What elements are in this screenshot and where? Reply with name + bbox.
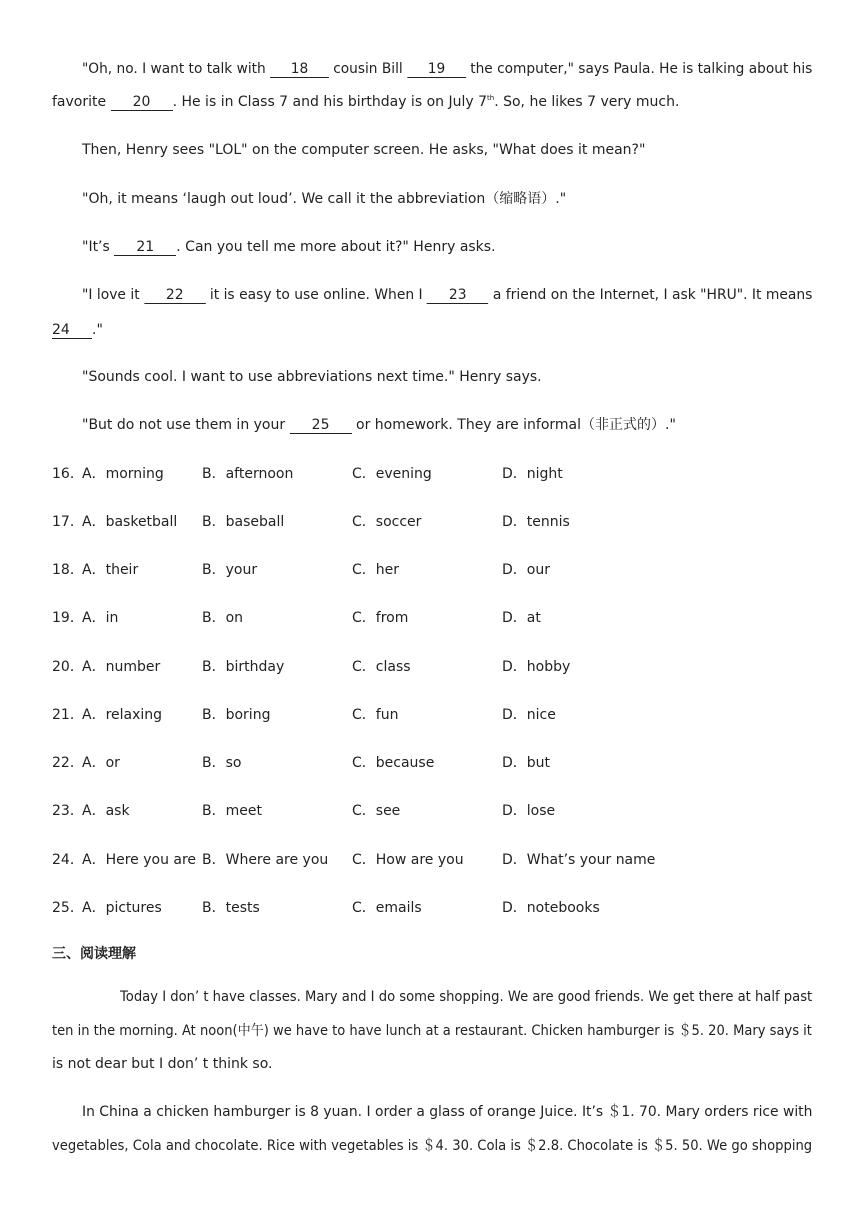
option-b: B．your [202,562,258,578]
option-b: B．meet [202,803,262,819]
passage-text: "Oh, no. I want to talk with [82,61,271,77]
question-number: 18． [52,562,84,578]
question-number: 24． [52,852,84,868]
passage-line: ten in the morning. At noon(中午) we have to have lunch at a restaurant. Chicken hamburger is ＄5. 20. Mary says it [52,1023,812,1039]
superscript: th [487,94,495,102]
option-c: C．fun [352,707,399,723]
passage-text: favorite [52,94,111,110]
passage-text: ." [92,322,103,338]
option-a: A．ask [82,803,130,819]
blank-22: 22 [144,288,205,304]
passage-text: . Can you tell me more about it?" Henry asks. [176,239,496,255]
blank-18: 18 [270,62,329,78]
passage-line [52,321,103,339]
option-d: D．hobby [502,659,571,675]
option-d: D．nice [502,707,556,723]
passage-text: "I love it [82,287,145,303]
passage-text: it is easy to use online. When I [205,287,428,303]
option-c: C．evening [352,466,432,482]
question-number: 17． [52,514,84,530]
option-c: C．see [352,803,401,819]
passage-line: Today I don’ t have classes. Mary and I do some shopping. We are good friends. We get there at half past [120,989,813,1005]
option-a: A．their [82,562,139,578]
question-number: 23． [52,803,84,819]
option-c: C．emails [352,900,422,916]
question-number: 20． [52,659,84,675]
passage-line: Then, Henry sees "LOL" on the computer screen. He asks, "What does it mean?" [82,142,646,158]
blank-20: 20 [111,95,173,111]
question-number: 21． [52,707,84,723]
passage-line [82,238,496,256]
passage-text: "It’s [82,239,115,255]
option-a: A．or [82,755,120,771]
option-d: D．night [502,466,563,482]
passage-line: "Sounds cool. I want to use abbreviations next time." Henry says. [82,369,542,385]
option-b: B．boring [202,707,271,723]
option-c: C．class [352,659,411,675]
passage-text: cousin Bill [328,61,408,77]
option-b: B．afternoon [202,466,294,482]
question-number: 22． [52,755,84,771]
passage-line: "Oh, it means ‘laugh out loud’. We call it the abbreviation（缩略语）." [82,191,567,207]
option-d: D．lose [502,803,556,819]
passage-line [82,416,676,434]
passage-line [82,60,812,78]
option-a: A．relaxing [82,707,163,723]
passage-text: a friend on the Internet, I ask "HRU". It means [488,287,813,303]
option-c: C．from [352,610,409,626]
option-b: B．on [202,610,244,626]
option-a: A．number [82,659,161,675]
option-b: B．birthday [202,659,285,675]
option-d: D．at [502,610,541,626]
blank-21: 21 [114,240,176,256]
passage-text: . He is in Class 7 and his birthday is on July 7 [172,94,487,110]
option-c: C．soccer [352,514,422,530]
question-number: 25． [52,900,84,916]
passage-text: . So, he likes 7 very much. [494,94,680,110]
option-d: D．tennis [502,514,570,530]
question-number: 19． [52,610,84,626]
passage-text: the computer," says Paula. He is talking about his [465,61,813,77]
passage-line: In China a chicken hamburger is 8 yuan. I order a glass of orange Juice. It’s ＄1. 70. Mary orders rice with [82,1104,813,1120]
option-a: A．in [82,610,119,626]
blank-19: 19 [407,62,466,78]
option-b: B．baseball [202,514,285,530]
option-b: B．tests [202,900,260,916]
blank-25: 25 [290,418,352,434]
option-b: B．so [202,755,242,771]
question-number: 16． [52,466,84,482]
blank-24: 24 [52,323,92,339]
option-a: A．morning [82,466,164,482]
blank-23: 23 [427,288,488,304]
option-a: A．Here you are [82,852,197,868]
section-heading: 三、阅读理解 [52,946,136,962]
option-c: C．How are you [352,852,464,868]
option-d: D．but [502,755,551,771]
option-c: C．because [352,755,435,771]
passage-text: "But do not use them in your [82,417,290,433]
option-d: D．What’s your name [502,852,656,868]
passage-line: is not dear but I don’ t think so. [52,1056,273,1072]
passage-line [52,93,679,111]
passage-line: vegetables, Cola and chocolate. Rice with vegetables is ＄4. 30. Cola is ＄2.8. Chocolate is ＄5. 50. We go shopping [52,1138,813,1154]
option-d: D．notebooks [502,900,600,916]
passage-text: or homework. They are informal（非正式的）." [351,417,676,433]
option-d: D．our [502,562,550,578]
option-a: A．pictures [82,900,162,916]
option-c: C．her [352,562,400,578]
option-a: A．basketball [82,514,178,530]
passage-line [82,286,812,304]
option-b: B．Where are you [202,852,329,868]
